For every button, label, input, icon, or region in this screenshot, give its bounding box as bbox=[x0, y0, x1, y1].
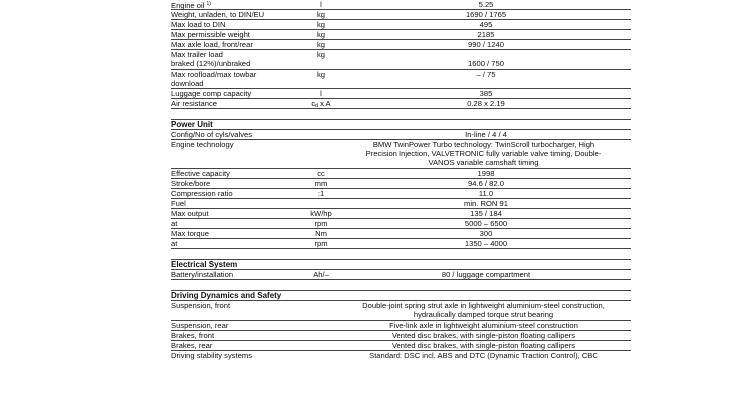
spec-label: Max output bbox=[171, 209, 209, 218]
spec-label: Engine oil bbox=[171, 1, 205, 10]
spec-row-air-resistance bbox=[171, 99, 631, 109]
spec-row-max-torque bbox=[171, 229, 631, 239]
spec-value-line-2: Precision Injection, VALVETRONIC fully variable valve timing, Double- bbox=[365, 149, 602, 159]
spec-label: Compression ratio bbox=[171, 189, 233, 198]
spec-value: 990 / 1240 bbox=[468, 40, 504, 49]
spec-label: at bbox=[171, 239, 178, 248]
spec-value: 1350 – 4000 bbox=[464, 239, 508, 248]
spec-unit: l bbox=[320, 89, 322, 98]
spec-label: Config/No of cyls/valves bbox=[171, 130, 253, 139]
section-spacer bbox=[171, 109, 631, 120]
spec-value: 300 bbox=[479, 229, 493, 238]
spec-unit: kg bbox=[316, 30, 326, 39]
spec-row-brakes-front bbox=[171, 331, 631, 341]
spec-label: Brakes, front bbox=[171, 330, 215, 340]
spec-value: Standard: DSC incl. ABS and DTC (Dynamic Traction Control), CBC bbox=[369, 350, 598, 360]
spec-label: Luggage comp capacity bbox=[171, 89, 252, 98]
spec-value: 495 bbox=[479, 20, 493, 29]
spec-value: Five-link axle in lightweight aluminium-steel construction bbox=[389, 320, 578, 330]
section-spacer bbox=[171, 249, 631, 260]
spec-value: 1600 / 750 bbox=[468, 59, 504, 69]
spec-value: 80 / luggage compartment bbox=[441, 270, 531, 279]
spec-row-unladen-weight bbox=[171, 10, 631, 20]
spec-unit: :1 bbox=[317, 189, 325, 198]
spec-label: Suspension, front bbox=[171, 301, 231, 310]
spec-label-line-2: braked (12%)/unbraked bbox=[171, 59, 251, 69]
spec-value: Vented disc brakes, with single-piston floating callipers bbox=[391, 340, 576, 350]
spec-row-suspension-front bbox=[171, 301, 631, 321]
spec-value: 385 bbox=[479, 89, 493, 98]
spec-label: Max roofload/max towbar bbox=[171, 69, 257, 79]
spec-row-fuel bbox=[171, 199, 631, 209]
spec-row-suspension-rear bbox=[171, 321, 631, 331]
spec-unit: Ah/– bbox=[313, 270, 329, 279]
spec-value: 135 / 184 bbox=[470, 209, 502, 218]
spec-label: Suspension, rear bbox=[171, 320, 229, 330]
spec-unit-rest: x A bbox=[317, 99, 331, 108]
spec-unit: l bbox=[320, 0, 322, 9]
spec-label: Max axle load, front/rear bbox=[171, 40, 253, 49]
spec-label: Air resistance bbox=[171, 99, 218, 108]
spec-unit: kg bbox=[316, 50, 326, 59]
spec-value: In-line / 4 / 4 bbox=[465, 130, 507, 139]
spec-row-engine-technology bbox=[171, 140, 631, 169]
spec-value: 5000 – 6500 bbox=[464, 219, 508, 228]
spec-unit: cc bbox=[317, 169, 325, 178]
spec-row-engine-oil bbox=[171, 0, 631, 10]
spec-unit-main: c bbox=[311, 99, 316, 108]
spec-label: Stroke/bore bbox=[171, 179, 211, 188]
spec-row-roofload bbox=[171, 70, 631, 90]
section-title-power-unit: Power Unit bbox=[171, 120, 631, 131]
spec-unit: Nm bbox=[315, 229, 327, 238]
spec-value: 1690 / 1765 bbox=[465, 10, 507, 19]
spec-value: 94.6 / 82.0 bbox=[468, 179, 504, 188]
spec-label: Engine technology bbox=[171, 140, 234, 149]
spec-value: 2185 bbox=[477, 30, 495, 39]
spec-row-battery bbox=[171, 270, 631, 280]
spec-label: Max load to DIN bbox=[171, 20, 226, 29]
spec-row-config bbox=[171, 130, 631, 140]
spec-row-axle-load bbox=[171, 40, 631, 50]
spec-row-stroke-bore bbox=[171, 179, 631, 189]
spec-unit: mm bbox=[314, 179, 328, 188]
spec-row-max-output bbox=[171, 209, 631, 219]
spec-label-line-2: download bbox=[171, 78, 204, 88]
spec-row-torque-rpm bbox=[171, 239, 631, 249]
spec-label: Max permissible weight bbox=[171, 30, 250, 39]
spec-unit: kg bbox=[316, 20, 326, 29]
spec-value: 11.0 bbox=[478, 189, 494, 198]
spec-value-line-3: VANOS variable camshaft timing bbox=[428, 158, 539, 168]
spec-row-capacity bbox=[171, 169, 631, 179]
spec-row-luggage bbox=[171, 89, 631, 99]
spec-value: – / 75 bbox=[476, 69, 496, 79]
spec-unit: kg bbox=[316, 69, 326, 79]
spec-label: Driving stability systems bbox=[171, 350, 253, 360]
spec-row-max-load bbox=[171, 20, 631, 30]
spec-sheet bbox=[171, 0, 631, 360]
section-title-electrical: Electrical System bbox=[171, 260, 631, 271]
spec-row-brakes-rear bbox=[171, 341, 631, 351]
spec-value: 0.28 x 2.19 bbox=[467, 99, 505, 108]
spec-label: Weight, unladen, to DIN/EU bbox=[171, 10, 265, 19]
spec-value: min. RON 91 bbox=[464, 199, 508, 208]
spec-unit: rpm bbox=[314, 239, 328, 248]
spec-row-trailer-load bbox=[171, 50, 631, 70]
spec-label: at bbox=[171, 219, 178, 228]
spec-label: Brakes, rear bbox=[171, 340, 213, 350]
section-spacer bbox=[171, 280, 631, 291]
spec-value-line-2: hydraulically damped torque strut bearing bbox=[413, 310, 554, 320]
spec-unit: kW/hp bbox=[310, 209, 332, 218]
spec-row-output-rpm bbox=[171, 219, 631, 229]
spec-value: 5.25 bbox=[478, 0, 494, 9]
spec-value: Vented disc brakes, with single-piston floating callipers bbox=[391, 330, 576, 340]
spec-label: Max trailer load bbox=[171, 50, 223, 59]
spec-unit: rpm bbox=[314, 219, 328, 228]
spec-label: Effective capacity bbox=[171, 169, 230, 178]
spec-label: Fuel bbox=[171, 199, 186, 208]
spec-row-stability bbox=[171, 351, 631, 360]
spec-unit-subscript: d bbox=[315, 103, 318, 109]
spec-unit: kg bbox=[316, 40, 326, 49]
spec-unit: kg bbox=[316, 10, 326, 19]
spec-row-max-weight bbox=[171, 30, 631, 40]
spec-value-line-1: Double-joint spring strut axle in lightweight aluminium-steel construction, bbox=[362, 301, 605, 310]
footnote-marker: 1) bbox=[206, 1, 211, 7]
spec-label: Battery/installation bbox=[171, 270, 234, 279]
spec-row-compression bbox=[171, 189, 631, 199]
spec-value-line-1: BMW TwinPower Turbo technology: TwinScroll turbocharger, High bbox=[372, 140, 595, 149]
spec-label: Max torque bbox=[171, 229, 209, 238]
section-title-driving-dynamics: Driving Dynamics and Safety bbox=[171, 291, 631, 302]
spec-value: 1998 bbox=[477, 169, 495, 178]
